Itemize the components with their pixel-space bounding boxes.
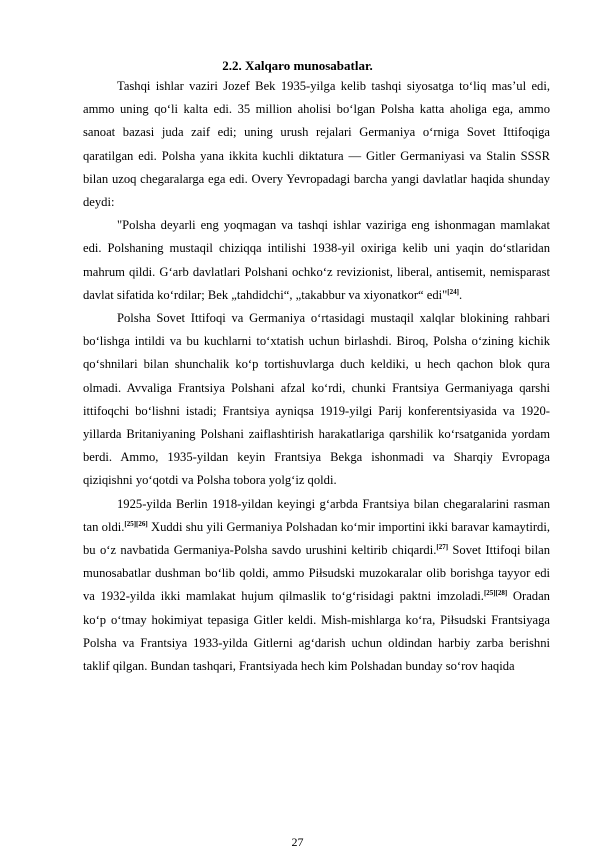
paragraph-text: Oradan ko‘p o‘tmay hokimiyat tepasiga Gitler keldi. Mish-mishlarga ko‘ra, Piłsudski Frantsiyaga Polsha va Frantsiya 1933-yilda Gitlerni ag‘darish uchun oldindan harbiy zarba berishni taklif qilgan. Bundan tashqari, Frantsiyada hech kim Polshadan bunday so‘rov haqida (83, 589, 550, 674)
citation-marker: [27] (436, 543, 449, 552)
page-number: 27 (291, 835, 304, 849)
paragraph-text: 1925-yilda Berlin 1918-yildan keyingi g‘arbda Frantsiya bilan chegaralarini rasman tan oldi. (83, 496, 550, 534)
citation-marker: [25][26] (124, 519, 148, 528)
citation-marker: [24] (447, 287, 459, 296)
paragraph (83, 307, 550, 493)
paragraph-text: Sovet Ittifoqi bilan munosabatlar dushman bo‘lib qoldi, ammo Piłsudski muzokaralar olib borishga tayyor edi va 1932-yilda ikki mamlakat hujum qilmaslik to‘g‘risidagi paktni imzoladi. (83, 543, 550, 604)
paragraph-text: . (458, 287, 463, 302)
paragraph (83, 214, 550, 307)
section-title: 2.2. Xalqaro munosabatlar. (222, 58, 373, 73)
paragraph-text: Polsha Sovet Ittifoqi va Germaniya o‘rtasidagi mustaqil xalqlar blokining rahbari bo‘lishga intildi va bu kuchlarni to‘xtatish uchun birlashdi. Biroq, Polsha o‘zining kichik qo‘shnilari bilan shunchalik ko‘p tortishuvlarga duch keldiki, u hech qachon blok qura olmadi. Avvaliga Frantsiya Polshani afzal ko‘rdi, chunki Frantsiya Germaniyaga qarshi ittifoqchi bo‘lishni istadi; Frantsiya ayniqsa 1919-yilgi Parij konferentsiyasida va 1920-yillarda Britaniyaning Polshani zaiflashtirish harakatlariga qarshilik ko‘rsatganida yordam berdi. Ammo, 1935-yildan keyin Frantsiya Bekga ishonmadi va Sharqiy Evropaga qiziqishni yo‘qotdi va Polsha tobora yolg‘iz qoldi. (83, 311, 550, 488)
body-text (83, 75, 550, 678)
paragraph (83, 493, 550, 679)
paragraph-text: Xuddi shu yili Germaniya Polshadan ko‘mir importini ikki baravar kamaytirdi, bu o‘z navbatida Germaniya-Polsha savdo urushini keltirib chiqardi. (83, 519, 550, 558)
citation-marker: [25][28] (483, 589, 508, 598)
paragraph-text: Tashqi ishlar vaziri Jozef Bek 1935-yilga kelib tashqi siyosatga to‘liq mas’ul edi, ammo uning qo‘li kalta edi. 35 million aholisi bo‘lgan Polsha katta aholiga ega, ammo sanoat bazasi juda zaif edi; uning urush rejalari Germaniya o‘rniga Sovet Ittifoqiga qaratilgan edi. Polsha yana ikkita kuchli diktatura — Gitler Germaniyasi va Stalin SSSR bilan uzoq chegaralarga ega edi. Overy Yevropadagi barcha yangi davlatlar haqida shunday deydi: (83, 79, 550, 210)
paragraph (83, 75, 550, 214)
paragraph-text: "Polsha deyarli eng yoqmagan va tashqi ishlar vaziriga eng ishonmagan mamlakat edi. Polshaning mustaqil chiziqqa intilishi 1938-yil oxiriga kelib uni yaqin do‘stlaridan mahrum qildi. G‘arb davlatlari Polshani ochko‘z revizionist, liberal, antisemit, nemisparast davlat sifatida ko‘rdilar; Bek „tahdidchi“, „takabbur va xiyonatkor“ edi" (83, 218, 550, 302)
